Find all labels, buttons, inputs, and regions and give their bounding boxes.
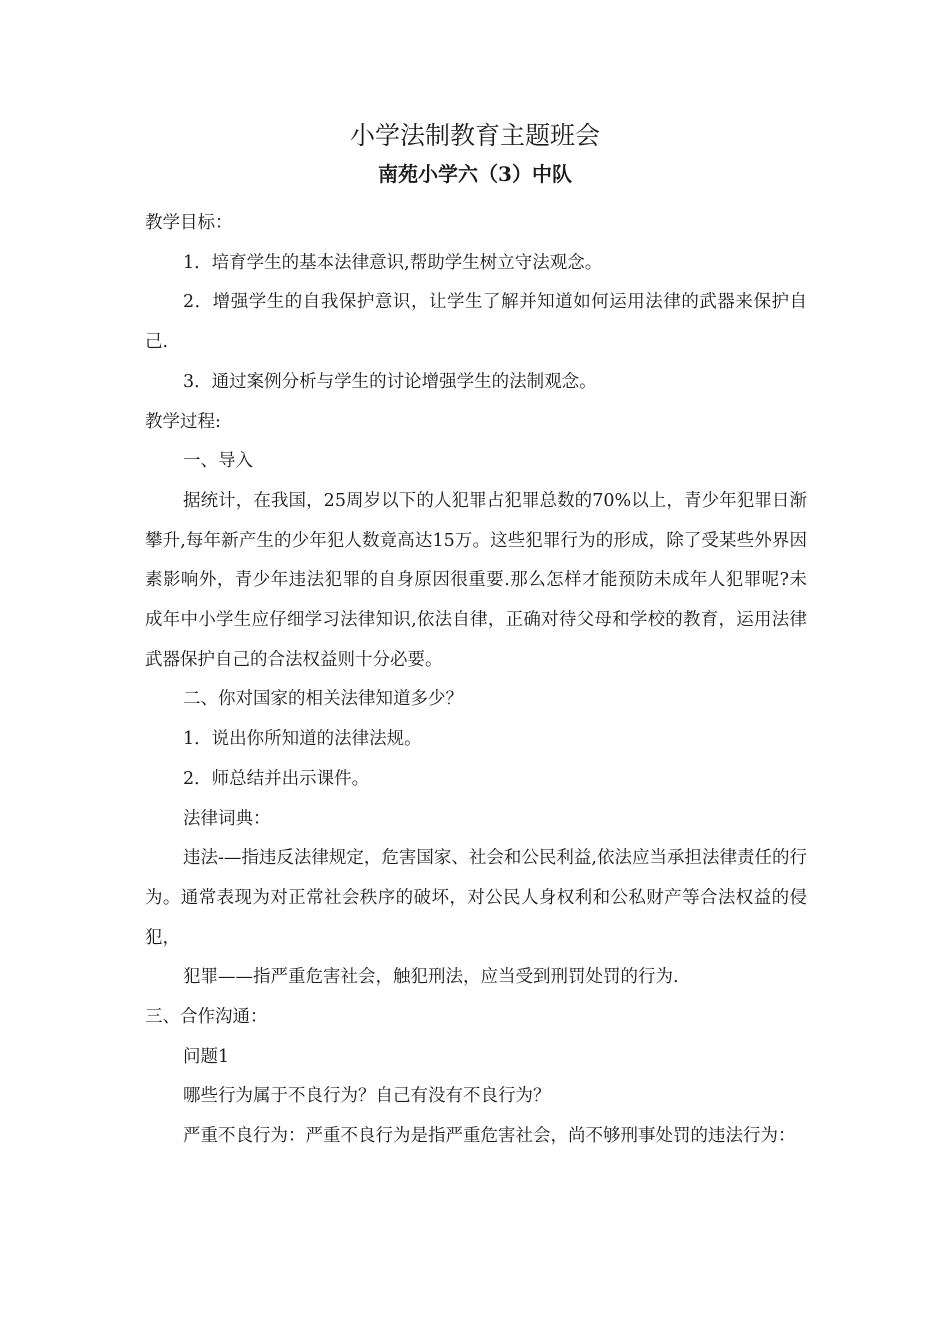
- question-text-1: 哪些行为属于不良行为？自己有没有不良行为？: [183, 1086, 551, 1107]
- document-body: [145, 204, 807, 1157]
- document-title: 小学法制教育主题班会: [349, 121, 600, 150]
- glossary-entry-crime: 犯罪——指严重危害社会，触犯刑法，应当受到刑罚处罚的行为.: [183, 967, 679, 988]
- section-heading-process: 教学过程:: [145, 411, 221, 432]
- objective-item-1: 1．培育学生的基本法律意识,帮助学生树立守法观念。: [183, 252, 603, 273]
- list-item-laws-2: 2．师总结并出示课件。: [183, 768, 370, 789]
- objective-item-2: 2．增强学生的自我保护意识，让学生了解并知道如何运用法律的武器来保护自己.: [145, 292, 807, 353]
- subsection-heading-laws: 二、你对国家的相关法律知道多少？: [183, 689, 463, 710]
- list-item-laws-1: 1．说出你所知道的法律法规。: [183, 729, 422, 750]
- subsection-heading-intro: 一、导入: [183, 451, 253, 472]
- glossary-heading: 法律词典：: [183, 808, 271, 829]
- section-heading-cooperation: 三、合作沟通：: [145, 1007, 268, 1028]
- question-label-1: 问题1: [183, 1046, 230, 1067]
- paragraph-statistics: 据统计，在我国，25周岁以下的人犯罪占犯罪总数的70%以上，青少年犯罪日渐攀升,每年新产生的少年犯人数竟高达15万。这些犯罪行为的形成，除了受某些外界因素影响外，青少年违法犯罪的自身原因很重要.那么怎样才能预防未成年人犯罪呢?未成年中小学生应仔细学习法律知识,依法自律，正确对待父母和学校的教育，运用法律武器保护自己的合法权益则十分必要。: [145, 490, 807, 670]
- glossary-entry-violation: 违法-—指违反法律规定，危害国家、社会和公民利益,依法应当承担法律责任的行为。通常表现为对正常社会秩序的破坏，对公民人身权利和公私财产等合法权益的侵犯，: [145, 848, 807, 948]
- section-heading-objectives: 教学目标：: [145, 213, 233, 233]
- objective-item-3: 3．通过案例分析与学生的讨论增强学生的法制观念。: [183, 371, 597, 392]
- document-subtitle: 南苑小学六（3）中队: [378, 162, 572, 186]
- paragraph-serious-misconduct: 严重不良行为：严重不良行为是指严重危害社会，尚不够刑事处罚的违法行为：: [183, 1126, 796, 1147]
